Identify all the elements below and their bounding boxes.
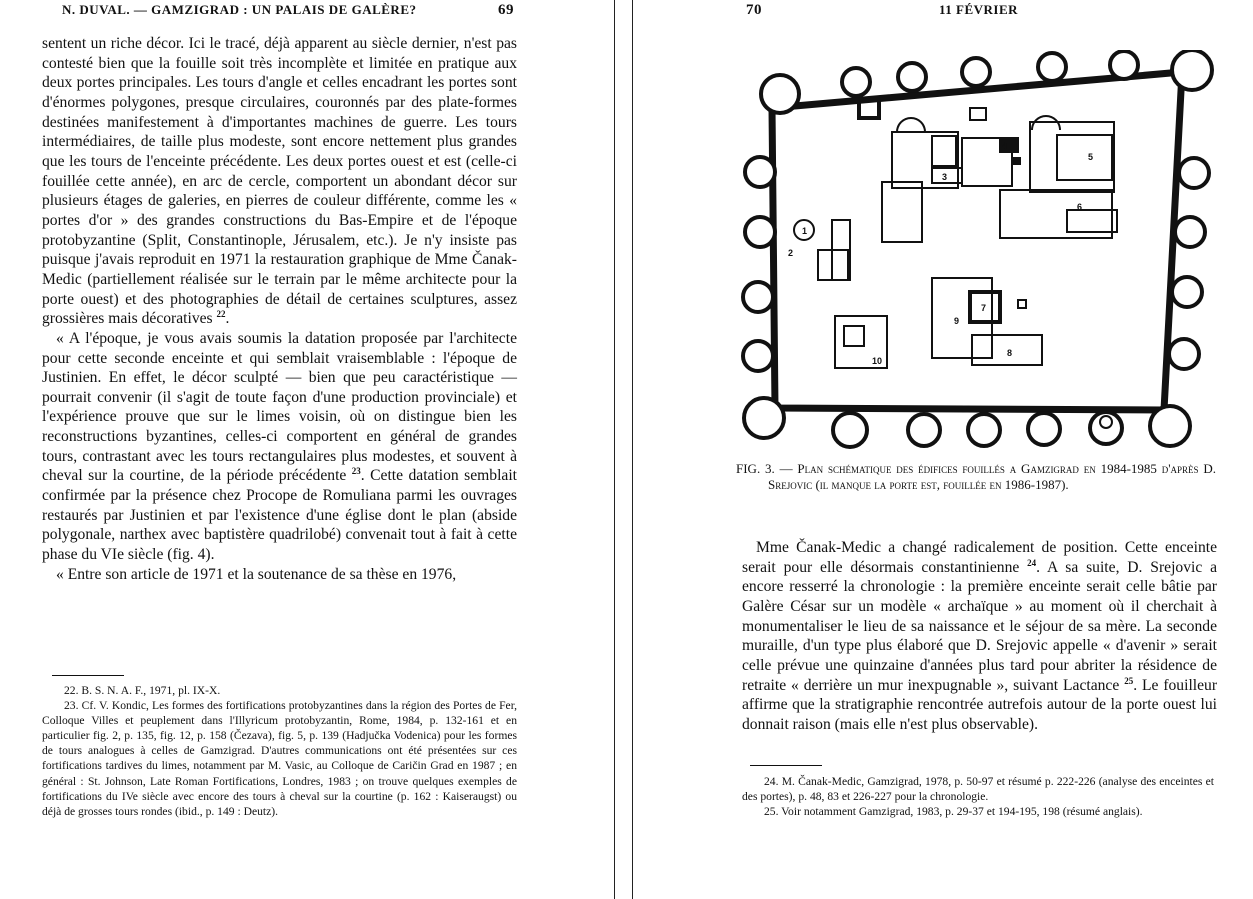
tower — [1038, 53, 1066, 81]
tower — [743, 341, 773, 371]
paragraph: « Entre son article de 1971 et la soutenance de sa thèse en 1976, — [56, 565, 457, 583]
note-ref[interactable]: 24 — [1027, 557, 1037, 568]
building — [1030, 122, 1114, 192]
building — [1018, 300, 1026, 308]
tower — [1150, 406, 1190, 446]
plan-label: 1 — [802, 226, 808, 236]
plan-label: 6 — [1077, 202, 1083, 212]
left-page — [0, 0, 616, 899]
note-ref[interactable]: 22 — [216, 309, 226, 320]
footnote: 25. Voir notamment Gamzigrad, 1983, p. 29-37 et 194-195, 198 (résumé anglais). — [764, 805, 1143, 819]
tower — [968, 414, 1000, 446]
footnote: 22. B. S. N. A. F., 1971, pl. IX-X. — [64, 684, 221, 697]
tower — [745, 157, 775, 187]
tower — [1172, 277, 1202, 307]
plan-label: 9 — [954, 316, 960, 326]
excavated-buildings — [794, 100, 1117, 428]
building — [844, 326, 864, 346]
tower — [962, 58, 990, 86]
body-text — [742, 538, 1217, 735]
paragraph: « A l'époque, je vous avais soumis la datation proposée par l'architecte pour cette seconde enceinte et qui semblait vraisemblable : l'époque de Justinien. En effet, le décor sculpté — bien que peu caractéristique — pourrait convenir (il s'agit de toute façon d'une production provinciale) et l'expérience prouve que sur le limes voisin, où on distingue bien les reconstructions byzantines, celles-ci comportent en général de grandes tours, contrastant avec les tours rectangulaires plus modestes, et souvent à cheval sur la courtine, de la période précédente $^{23}$. Cette datation semblait confirmée par la présence chez Procope de Romuliana parmi les ouvrages restaurés par Justinien et par l'existence d'une église dont le plan (abside polygonale, narthex avec baptistère quadrilobé) convenait tout à fait à cette phase du VIe siècle (fig. 4). — [42, 329, 517, 564]
building — [882, 182, 922, 242]
body-text — [42, 34, 517, 584]
plan-label: 8 — [1007, 348, 1013, 358]
plan-label: 4 — [1002, 141, 1008, 151]
tower — [1028, 413, 1060, 445]
figure-label: FIG. 3. — — [736, 461, 793, 476]
plan-label: 5 — [1088, 152, 1094, 162]
tower — [1172, 50, 1212, 90]
plan-label: 2 — [788, 248, 794, 258]
site-plan-figure — [732, 50, 1253, 454]
building — [932, 136, 956, 166]
building — [1057, 135, 1112, 180]
tower — [745, 217, 775, 247]
tower — [744, 398, 784, 438]
paragraph: Mme Čanak-Medic a changé radicalement de position. Cette enceinte serait pour elle désormais constantinienne $^{24}$. A sa suite, D. Srejovic a encore resserré la chronologie : la première enceinte serait celle bâtie par Galère César sur un modèle « archaïque » au moment où il cherchait à monumentaliser le lieu de sa naissance et le séjour de sa mère. La seconde muraille, d'un type plus élaboré que D. Srejovic appelle « d'avenir » serait celle prévue une quinzaine d'années plus tard pour abriter la résidence de retraite « derrière un mur inexpugnable », suivant Lactance $^{25}$. Le fouilleur affirme que la stratigraphie rencontrée autrefois autour de la porte ouest lui donnait raison (mais elle n'est plus observable). — [742, 539, 1218, 733]
tower — [761, 75, 799, 113]
building — [970, 108, 986, 120]
plan-label: 7 — [981, 303, 987, 313]
page-number: 69 — [498, 2, 514, 18]
tower — [898, 63, 926, 91]
enclosure-wall — [772, 72, 1182, 410]
tower — [833, 413, 867, 447]
footnotes — [42, 683, 517, 819]
plan-label: 10 — [872, 356, 883, 366]
tower — [743, 282, 773, 312]
page-number: 70 — [746, 2, 762, 18]
running-title: 11 FÉVRIER — [939, 2, 1019, 17]
building — [1067, 210, 1117, 232]
figure-caption-text: Plan schématique des édifices fouillés a Gamzigrad en 1984-1985 d'après D. Srejovic (il manque la porte est, fouillée en 1986-1987). — [768, 461, 1217, 492]
note-ref[interactable]: 23 — [351, 466, 361, 477]
tower — [1175, 217, 1205, 247]
running-title: N. DUVAL. — GAMZIGRAD : UN PALAIS DE GALÈRE? — [62, 2, 417, 17]
wall-towers — [743, 50, 1212, 447]
building — [1014, 158, 1020, 164]
tower — [842, 68, 870, 96]
footnote-rule — [750, 765, 822, 766]
figure-caption — [736, 461, 1216, 493]
right-page — [632, 0, 1253, 899]
plan-label: 3 — [942, 172, 948, 182]
footnotes — [742, 774, 1214, 819]
tower — [1179, 158, 1209, 188]
note-ref[interactable]: 25 — [1124, 675, 1134, 686]
tower — [1169, 339, 1199, 369]
building — [892, 132, 958, 188]
footnote: 24. M. Čanak-Medic, Gamzigrad, 1978, p. 50-97 et résumé p. 222-226 (analyse des enceintes et des portes), p. 48, 83 et 226-227 pour la chronologie. — [742, 775, 1214, 804]
footnote: 23. Cf. V. Kondic, Les formes des fortifications protobyzantines dans la région des Portes de Fer, Colloque Villes et peuplement dans l'Illyricum protobyzantin, Rome, 1984, p. 132-161 et en particulier fig. 2, p. 135, fig. 12, p. 158 (Čezava), fig. 5, p. 139 (Hadjučka Vodenica) pour les formes de tours analogues à celles de Gamzigrad. D'autres communications ont été présentées sur ces fortifications tardives du limes, notamment par M. Vasic, au Colloque de Caričin Grad en 1987 ; en général : St. Johnson, Late Roman Fortifications, Londres, 1983 ; on trouve quelques exemples de fortifications du IVe siècle avec encore des tours à cheval sur la courtine (p. 162 : Kaiseraugst) ou déjà de grosses tours rondes (ibid., p. 149 : Deutz). — [42, 699, 517, 818]
building — [1000, 190, 1112, 238]
paragraph: sentent un riche décor. Ici le tracé, déjà apparent au siècle dernier, n'est pas contesté bien que la fouille soit très incomplète et limitée en pratique aux deux portes principales. Les tours d'angle et celles encadrant les portes sont d'énormes polygones, presque circulaires, couronnés par des plate-formes destinées manifestement à d'importantes machines de guerre. Les tours intermédiaires, de taille plus modeste, sont encore nettement plus grandes que les tours de l'enceinte précédente. Les deux portes ouest et est (celle-ci fouillée cette année), en arc de cercle, comportent un abondant décor sur plusieurs étages de galeries, en pierres de couleur différente, comme les « portes d'or » des grandes constructions du Bas-Empire et de l'époque protobyzantine (Split, Constantinople, Jérusalem, etc.). Je n'y insiste pas puisque j'avais reproduit en 1971 la restauration graphique de Mme Čanak-Medic (partiellement réalisée sur le terrain par le même architecte pour la porte ouest) et des photographies de détail de certaines sculptures, assez grossières mais décoratives $^{22}$. — [42, 35, 517, 328]
tower — [908, 414, 940, 446]
plan-labels — [788, 141, 1093, 366]
tower — [1110, 51, 1138, 79]
footnote-rule — [52, 675, 124, 676]
building — [897, 118, 925, 132]
